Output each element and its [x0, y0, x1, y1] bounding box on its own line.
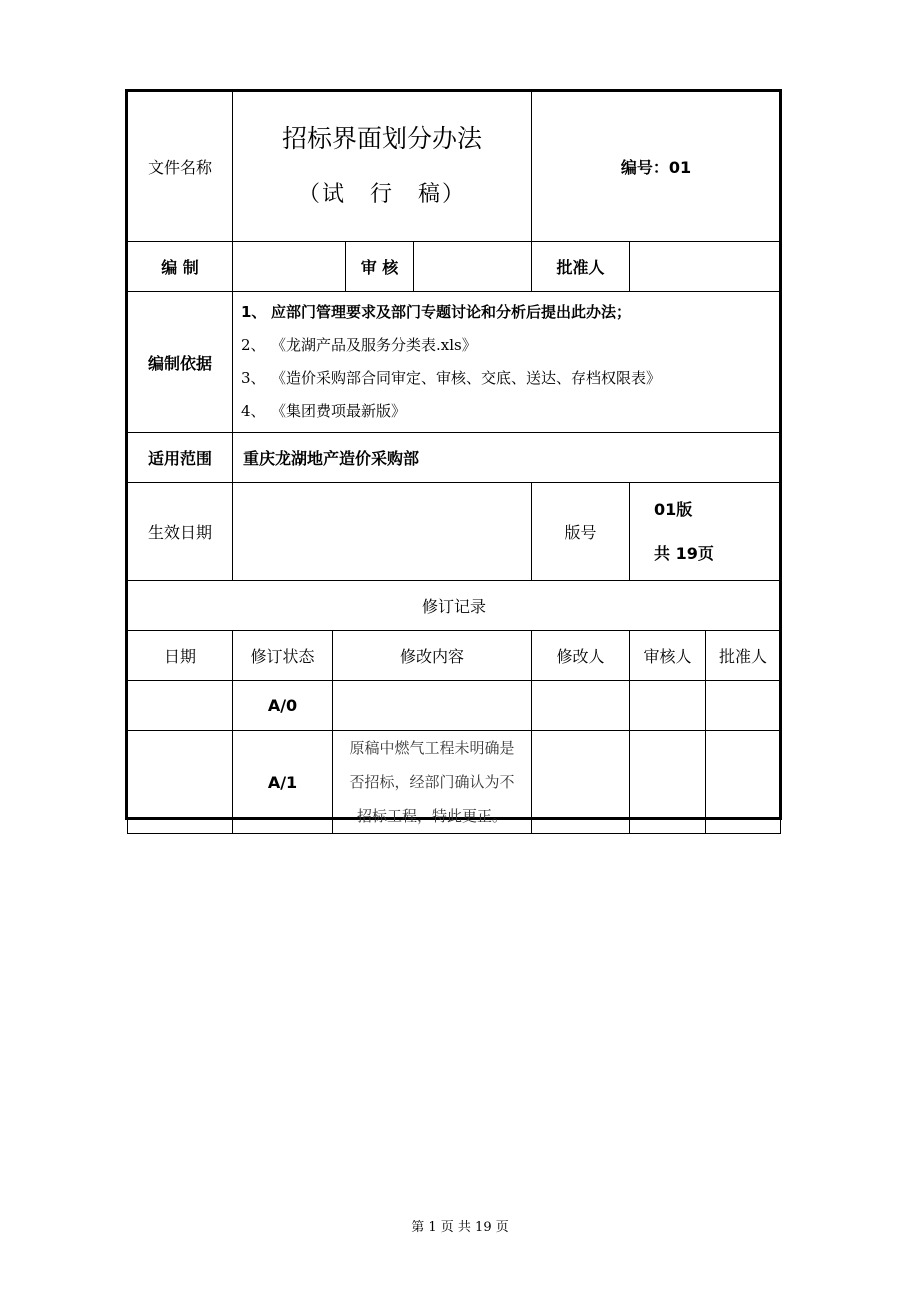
table-row [128, 731, 781, 834]
scope-value: 重庆龙湖地产造价采购部 [233, 433, 781, 483]
table-row [128, 681, 781, 731]
approver-value [630, 242, 781, 292]
revision-content-line: 否招标，经部门确认为不 [349, 773, 515, 791]
compile-value [233, 242, 346, 292]
page-count: 共 19页 [654, 543, 714, 563]
col-header-approver: 批准人 [706, 631, 781, 681]
revision-approver [706, 681, 781, 731]
basis-item: 3、 《造价采购部合同审定、审核、交底、送达、存档权限表》 [241, 369, 662, 387]
revision-approver [706, 731, 781, 834]
basis-item: 2、 《龙湖产品及服务分类表.xls》 [241, 336, 477, 354]
version-label: 版号 [532, 483, 630, 581]
col-header-modifier: 修改人 [532, 631, 630, 681]
scope-label: 适用范围 [128, 433, 233, 483]
effective-date-value [233, 483, 532, 581]
page-footer: 第 1 页 共 19 页 [411, 1220, 509, 1235]
approver-label: 批准人 [532, 242, 630, 292]
review-value [414, 242, 532, 292]
effective-date-label: 生效日期 [128, 483, 233, 581]
cover-table [127, 91, 781, 834]
revision-content [333, 681, 532, 731]
revision-content-line: 原稿中燃气工程未明确是 [349, 739, 515, 757]
revision-reviewer [630, 681, 706, 731]
revision-record-title: 修订记录 [128, 581, 781, 631]
basis-item: 1、 应部门管理要求及部门专题讨论和分析后提出此办法； [241, 303, 632, 321]
revision-reviewer [630, 731, 706, 834]
review-label: 审 核 [346, 242, 414, 292]
basis-label: 编制依据 [128, 292, 233, 433]
document-number: 编号：01 [532, 92, 781, 242]
revision-content-line: 招标工程，特此更正。 [357, 807, 508, 825]
document-title: 招标界面划分办法 [282, 123, 483, 153]
document-subtitle: （试 行 稿） [298, 181, 467, 207]
revision-content [333, 731, 532, 834]
document-title-cell [233, 92, 532, 242]
revision-date [128, 681, 233, 731]
basis-item: 4、 《集团费项最新版》 [241, 402, 407, 420]
col-header-reviewer: 审核人 [630, 631, 706, 681]
col-header-status: 修订状态 [233, 631, 333, 681]
revision-date [128, 731, 233, 834]
revision-status: A/1 [233, 731, 333, 834]
col-header-date: 日期 [128, 631, 233, 681]
col-header-content: 修改内容 [333, 631, 532, 681]
revision-status: A/0 [233, 681, 333, 731]
basis-list [233, 292, 781, 433]
file-name-label: 文件名称 [128, 92, 233, 242]
document-cover-sheet [125, 89, 782, 825]
revision-modifier [532, 681, 630, 731]
compile-label: 编 制 [128, 242, 233, 292]
version-info [630, 483, 781, 581]
revision-modifier [532, 731, 630, 834]
version-number: 01版 [654, 499, 693, 519]
